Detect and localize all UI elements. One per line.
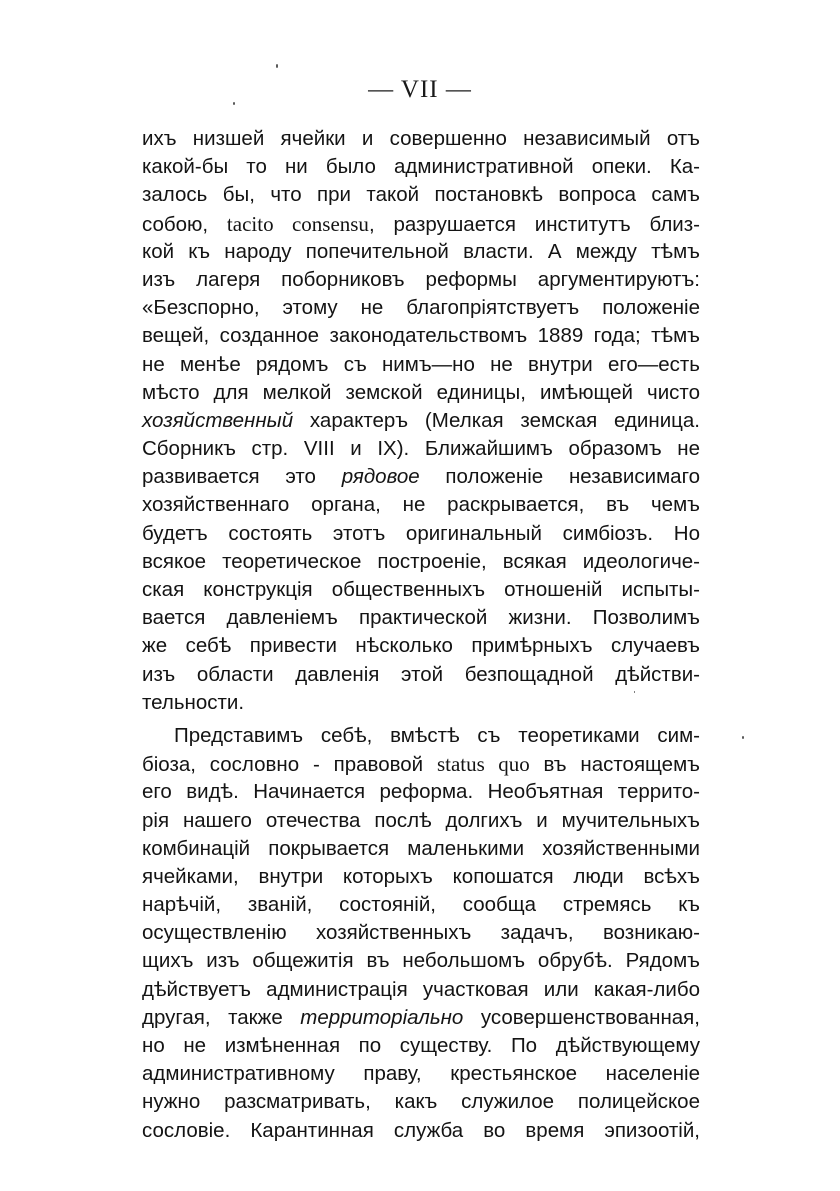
text-line: [142, 463, 700, 491]
text-segment: всякое теоретическое построеніе, всякая идеологиче-: [142, 549, 700, 573]
body-text: [142, 125, 700, 1145]
text-segment: тельности.: [142, 690, 245, 714]
text-line: [142, 1060, 700, 1088]
text-line: [142, 351, 700, 379]
text-segment: нужно разсматривать, какъ служилое полицейское: [142, 1090, 700, 1114]
text-line: [142, 891, 700, 919]
text-line: [142, 1004, 700, 1032]
text-line: [142, 807, 700, 835]
text-segment: щихъ изъ общежитія въ небольшомъ обрубѣ. Рядомъ: [142, 949, 700, 973]
text-line: [142, 1032, 700, 1060]
text-segment: сословіе. Карантинная служба во время эпизоотій,: [142, 1118, 700, 1142]
text-segment: вается давленіемъ практической жизни. Позволимъ: [142, 606, 700, 630]
text-line: [142, 661, 700, 689]
latin-phrase: status quo: [436, 752, 530, 777]
text-line: [142, 835, 700, 863]
text-line: [142, 750, 700, 778]
text-line: [142, 125, 700, 153]
text-line: [142, 689, 700, 717]
text-segment: Сборникъ стр. VIII и IX). Ближайшимъ образомъ не: [142, 437, 700, 461]
text-segment: его видѣ. Начинается реформа. Необъятная террито-: [142, 780, 700, 804]
text-segment: ихъ низшей ячейки и совершенно независимый отъ: [142, 127, 700, 150]
emphasis-text: хозяйственный: [142, 408, 294, 432]
paragraph: [142, 125, 700, 717]
text-line: [142, 548, 700, 576]
text-line: [142, 379, 700, 407]
text-line: [142, 181, 700, 209]
text-segment: хозяйственнаго органа, не раскрывается, въ чемъ: [142, 493, 700, 517]
text-segment: мѣсто для мелкой земской единицы, имѣющей чисто: [142, 380, 700, 404]
scan-speck: [742, 736, 744, 739]
text-segment: другая, также: [142, 1005, 301, 1029]
text-line: [142, 976, 700, 1004]
emphasis-text: рядовое: [341, 465, 420, 489]
text-line: [142, 576, 700, 604]
text-segment: административному праву, крестьянское населеніе: [142, 1062, 700, 1086]
text-line: [142, 294, 700, 322]
latin-phrase: tacito consensu: [226, 211, 369, 236]
text-segment: дѣйствуетъ администрація участковая или какая-либо: [142, 977, 700, 1001]
text-line: [142, 407, 700, 435]
text-line: [142, 863, 700, 891]
text-segment: ская конструкція общественныхъ отношеній испыты-: [142, 578, 700, 601]
text-line: [142, 210, 700, 238]
text-line: [142, 520, 700, 548]
page-number: — VII —: [368, 76, 472, 103]
text-segment: характеръ (Мелкая земская единица.: [293, 408, 700, 432]
text-line: [142, 238, 700, 266]
text-segment: будетъ состоять этотъ оригинальный симбіозъ. Но: [142, 521, 700, 545]
text-segment: усовершенствованная,: [463, 1005, 700, 1029]
text-segment: комбинацій покрывается маленькими хозяйственными: [142, 836, 700, 860]
text-segment: , разрушается институтъ близ-: [368, 212, 700, 236]
text-segment: рія нашего отечества послѣ долгихъ и мучительныхъ: [142, 808, 700, 832]
text-segment: въ настоящемъ: [529, 753, 700, 777]
text-segment: но не измѣненная по существу. По дѣйствующему: [142, 1034, 700, 1057]
scan-speck: [276, 64, 278, 68]
text-line: [142, 947, 700, 975]
text-line: [142, 322, 700, 350]
text-segment: Представимъ себѣ, вмѣстѣ съ теоретиками сим-: [174, 723, 700, 747]
scan-speck: [233, 102, 235, 105]
text-line: [142, 491, 700, 519]
text-line: [142, 722, 700, 750]
text-line: [142, 919, 700, 947]
text-line: [142, 1088, 700, 1116]
text-segment: развивается это: [142, 465, 342, 489]
text-segment: положеніе независимаго: [419, 465, 700, 489]
paragraph: [142, 722, 700, 1145]
text-line: [142, 266, 700, 294]
text-segment: осуществленію хозяйственныхъ задачъ, возникаю-: [142, 921, 700, 945]
text-segment: «Безспорно, этому не благопріятствуетъ положеніе: [142, 296, 700, 320]
text-line: [142, 632, 700, 660]
text-segment: изъ области давленія этой безпощадной дѣйстви-: [142, 662, 700, 686]
text-segment: же себѣ привести нѣсколько примѣрныхъ случаевъ: [142, 634, 700, 658]
text-segment: не менѣе рядомъ съ нимъ—но не внутри его—есть: [142, 352, 700, 376]
text-segment: ячейками, внутри которыхъ копошатся люди всѣхъ: [142, 864, 700, 888]
text-segment: кой къ народу попечительной власти. А между тѣмъ: [142, 239, 700, 263]
text-line: [142, 778, 700, 806]
text-line: [142, 435, 700, 463]
emphasis-text: территоріально: [300, 1005, 464, 1029]
text-line: [142, 153, 700, 181]
text-segment: біоза, сословно - правовой: [142, 753, 437, 777]
text-segment: изъ лагеря поборниковъ реформы аргументируютъ:: [142, 267, 700, 291]
text-segment: нарѣчій, званій, состояній, сообща стремясь къ: [142, 893, 700, 917]
text-line: [142, 604, 700, 632]
text-segment: какой-бы то ни было административной опеки. Ка-: [142, 155, 700, 179]
text-line: [142, 1117, 700, 1145]
text-segment: вещей, созданное законодательствомъ 1889 года; тѣмъ: [142, 324, 700, 348]
text-segment: залось бы, что при такой постановкѣ вопроса самъ: [142, 183, 700, 207]
text-segment: собою,: [142, 212, 227, 236]
